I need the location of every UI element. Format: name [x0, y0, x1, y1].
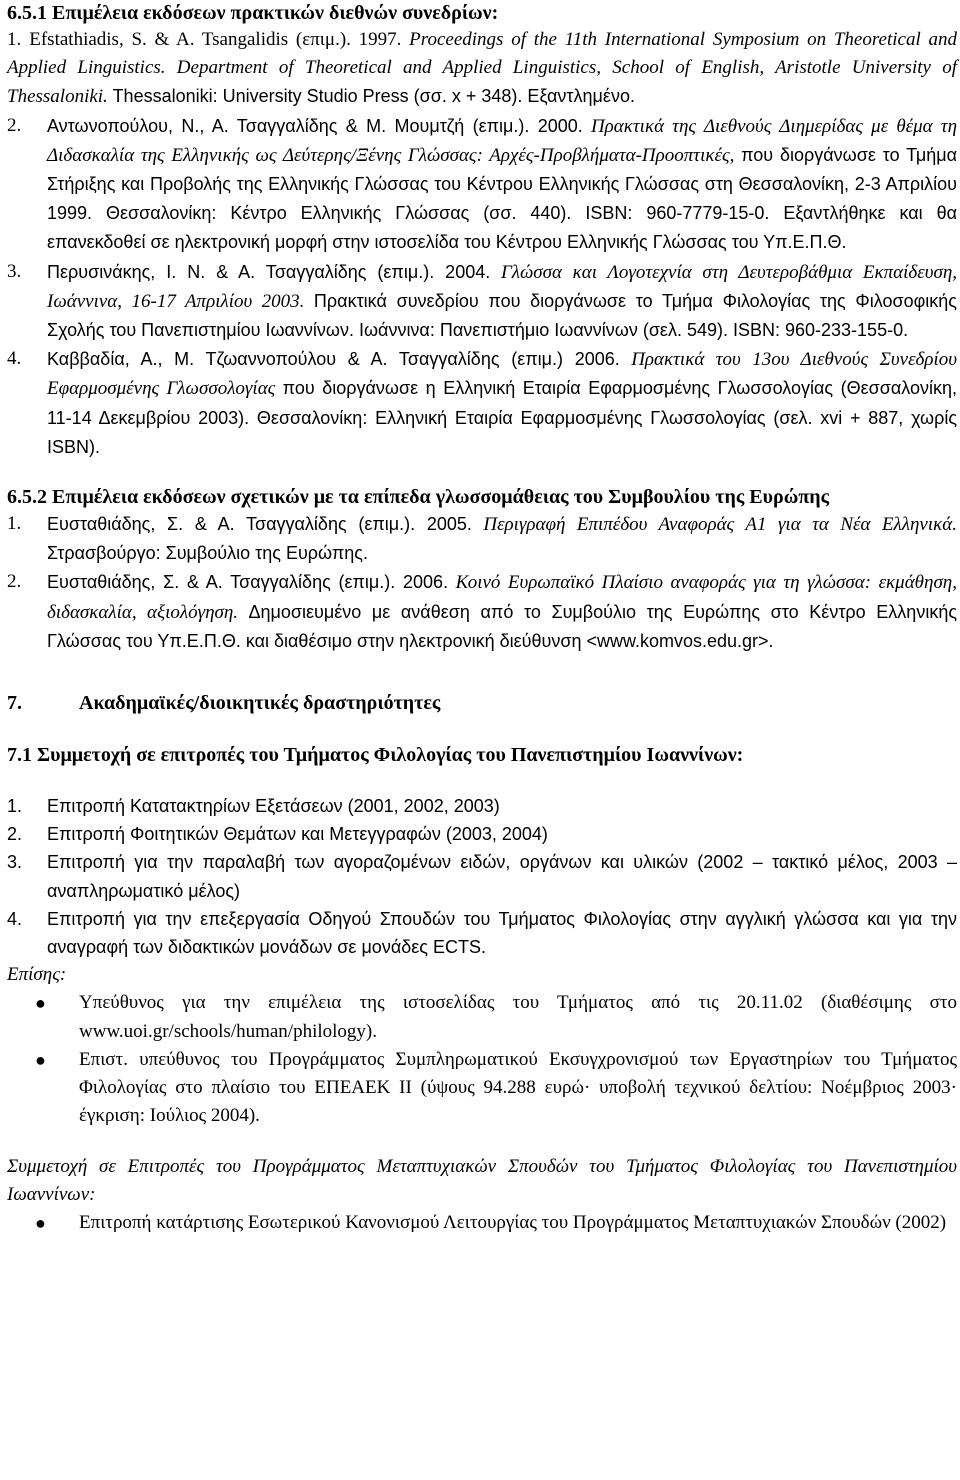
- entry-number: 4.: [7, 348, 22, 370]
- entry-title: Proceedings of the 11th International Symposium on Theoretical and Applied Linguistics. Department of Theoretical and Applied Linguistics, School of English, Aristotle University of Thessaloniki.: [7, 29, 957, 108]
- item-number: 2.: [7, 824, 23, 845]
- entry-authors: Efstathiadis, S. & A. Tsangalidis (επιμ.). 1997.: [29, 29, 402, 50]
- spacer: [7, 770, 957, 792]
- postgrad-committees-label: Συμμετοχή σε Επιτροπές του Προγράμματος Μεταπτυχιακών Σπουδών του Τμήματος Φιλολογίας του Πανεπιστημίου Ιωαννίνων:: [7, 1155, 957, 1205]
- item-text: Επιτροπή Φοιτητικών Θεμάτων και Μετεγγραφών (2003, 2004): [47, 824, 548, 845]
- bullet-icon: ●: [35, 993, 46, 1014]
- entry-number: 1.: [7, 29, 22, 50]
- section-heading-7-1: 7.1 Συμμετοχή σε επιτροπές του Τμήματος Φιλολογίας του Πανεπιστημίου Ιωαννίνων:: [7, 744, 744, 767]
- entry-details: Thessaloniki: University Studio Press (σσ. x + 348). Εξαντλημένο.: [112, 86, 635, 107]
- entry-number: 2.: [7, 114, 22, 136]
- section-heading-7: [7, 688, 957, 718]
- section-title: Ακαδημαϊκές/διοικητικές δραστηριότητες: [79, 692, 441, 715]
- item-number: 4.: [7, 908, 23, 929]
- bullet-text: Επιτροπή κατάρτισης Εσωτερικού Κανονισμού Λειτουργίας του Προγράμματος Μεταπτυχιακών Σπουδών (2002): [79, 1211, 947, 1233]
- entry-details: που διοργάνωσε η Ελληνική Εταιρία Εφαρμοσμένης Γλωσσολογίας (Θεσσαλονίκη, 11-14 Δεκεμβρίου 2003). Θεσσαλονίκη: Ελληνική Εταιρία Εφαρμοσμένης Γλωσσολογίας (σελ. xvi + 887, χωρίς ISBN).: [47, 378, 957, 457]
- publication-entry-1: [7, 510, 957, 568]
- entry-details: Στρασβούργο: Συμβούλιο της Ευρώπης.: [47, 543, 368, 564]
- committee-item-2: [7, 820, 957, 848]
- committee-item-4: [7, 905, 957, 961]
- entry-number: 2.: [7, 571, 22, 593]
- entry-details: Πρακτικά συνεδρίου που διοργάνωσε το Τμήμα Φιλολογίας της Φιλοσοφικής Σχολής του Πανεπιστημίου Ιωαννίνων. Ιωάννινα: Πανεπιστήμιο Ιωαννίνων (σελ. 549). ISBN: 960-233-155-0.: [47, 290, 957, 341]
- also-label: Επίσης:: [7, 964, 67, 986]
- entry-authors: Καββαδία, Α., Μ. Τζωαννοπούλου & Α. Τσαγγαλίδης (επιμ.) 2006.: [47, 349, 620, 370]
- section-heading-6-5-1: 6.5.1 Επιμέλεια εκδόσεων πρακτικών διεθνών συνεδρίων:: [7, 2, 499, 24]
- entry-title: Κοινό Ευρωπαϊκό Πλαίσιο αναφοράς για τη γλώσσα: εκμάθηση, διδασκαλία, αξιολόγηση.: [47, 572, 957, 623]
- committee-item-1: [7, 792, 957, 820]
- publication-entry-4: [7, 345, 957, 462]
- publication-entry-2: [7, 568, 957, 656]
- entry-authors: Ευσταθιάδης, Σ. & Α. Τσαγγαλίδης (επιμ.). 2005.: [47, 514, 472, 535]
- spacer: [7, 462, 957, 484]
- publication-entry-1: [7, 26, 957, 112]
- section-number: 7.: [7, 692, 22, 715]
- spacer: [7, 656, 957, 688]
- publication-entry-2: [7, 112, 957, 258]
- entry-number: 3.: [7, 260, 22, 282]
- bullet-text: Επιστ. υπεύθυνος του Προγράμματος Συμπληρωματικού Εκσυγχρονισμού των Εργαστηρίων του Τμήματος Φιλολογίας στο πλαίσιο του ΕΠΕΑΕΚ ΙΙ (ύψους 94.288 ευρώ· υποβολή τεχνικού δελτίου: Νοέμβριος 2003· έγκριση: Ιούλιος 2004).: [79, 1048, 957, 1127]
- document-page: [7, 0, 957, 1237]
- bullet-item-3: [7, 1209, 957, 1237]
- section-heading-6-5-2: 6.5.2 Επιμέλεια εκδόσεων σχετικών με τα επίπεδα γλωσσομάθειας του Συμβουλίου της Ευρώπης: [7, 486, 830, 509]
- item-text: Επιτροπή για την επεξεργασία Οδηγού Σπουδών του Τμήματος Φιλολογίας στην αγγλική γλώσσα και για την αναγραφή των διδακτικών μονάδων σε μονάδες ECTS.: [47, 908, 957, 958]
- spacer: [7, 1131, 957, 1153]
- entry-details: Δημοσιευμένο με ανάθεση από το Συμβούλιο της Ευρώπης στο Κέντρο Ελληνικής Γλώσσας του Υπ.Ε.Π.Θ. και διαθέσιμο στην ηλεκτρονική διεύθυνση <www.komvos.edu.gr>.: [47, 601, 958, 651]
- item-text: Επιτροπή Κατατακτηρίων Εξετάσεων (2001, 2002, 2003): [47, 796, 500, 817]
- entry-authors: Ευσταθιάδης, Σ. & Α. Τσαγγαλίδης (επιμ.). 2006.: [47, 572, 449, 593]
- bullet-icon: ●: [35, 1049, 46, 1070]
- entry-authors: Αντωνοπούλου, Ν., Α. Τσαγγαλίδης & Μ. Μουμτζή (επιμ.). 2000.: [47, 115, 583, 136]
- entry-title: Πρακτικά της Διεθνούς Διημερίδας με θέμα τη Διδασκαλία της Ελληνικής ως Δεύτερης/Ξένης Γλώσσας: Αρχές-Προβλήματα-Προοπτικές,: [47, 115, 958, 166]
- entry-title: Γλώσσα και Λογοτεχνία στη Δευτεροβάθμια Εκπαίδευση, Ιωάννινα, 16-17 Απριλίου 2003.: [47, 261, 957, 312]
- bullet-item-2: [7, 1046, 957, 1131]
- bullet-text: Υπεύθυνος για την επιμέλεια της ιστοσελίδας του Τμήματος από τις 20.11.02 (διαθέσιμης στο www.uoi.gr/schools/human/philology).: [79, 992, 957, 1042]
- entry-details: που διοργάνωσε το Τμήμα Στήριξης και Προβολής της Ελληνικής Γλώσσας του Κέντρου Ελληνικής Γλώσσας στη Θεσσαλονίκη, 2-3 Απριλίου 1999. Θεσσαλονίκη: Κέντρο Ελληνικής Γλώσσας (σσ. 440). ISBN: 960-7779-15-0. Εξαντλήθηκε και θα επανεκδοθεί σε ηλεκτρονική μορφή στην ιστοσελίδα του Κέντρου Ελληνικής Γλώσσας του Υπ.Ε.Π.Θ.: [47, 144, 957, 253]
- item-number: 3.: [7, 852, 23, 873]
- bullet-icon: ●: [35, 1212, 46, 1233]
- item-text: Επιτροπή για την παραλαβή των αγοραζομένων ειδών, οργάνων και υλικών (2002 – τακτικό μέλος, 2003 – αναπληρωματικό μέλος): [47, 852, 957, 901]
- entry-title: Πρακτικά του 13ου Διεθνούς Συνεδρίου Εφαρμοσμένης Γλωσσολογίας: [47, 349, 958, 400]
- committee-item-3: [7, 848, 957, 904]
- spacer: [7, 718, 957, 740]
- entry-title: Περιγραφή Επιπέδου Αναφοράς Α1 για τα Νέα Ελληνικά.: [483, 514, 957, 536]
- item-number: 1.: [7, 796, 23, 817]
- entry-authors: Περυσινάκης, Ι. Ν. & Α. Τσαγγαλίδης (επιμ.). 2004.: [47, 261, 491, 282]
- publication-entry-3: [7, 258, 957, 346]
- bullet-item-1: [7, 989, 957, 1045]
- entry-number: 1.: [7, 513, 22, 535]
